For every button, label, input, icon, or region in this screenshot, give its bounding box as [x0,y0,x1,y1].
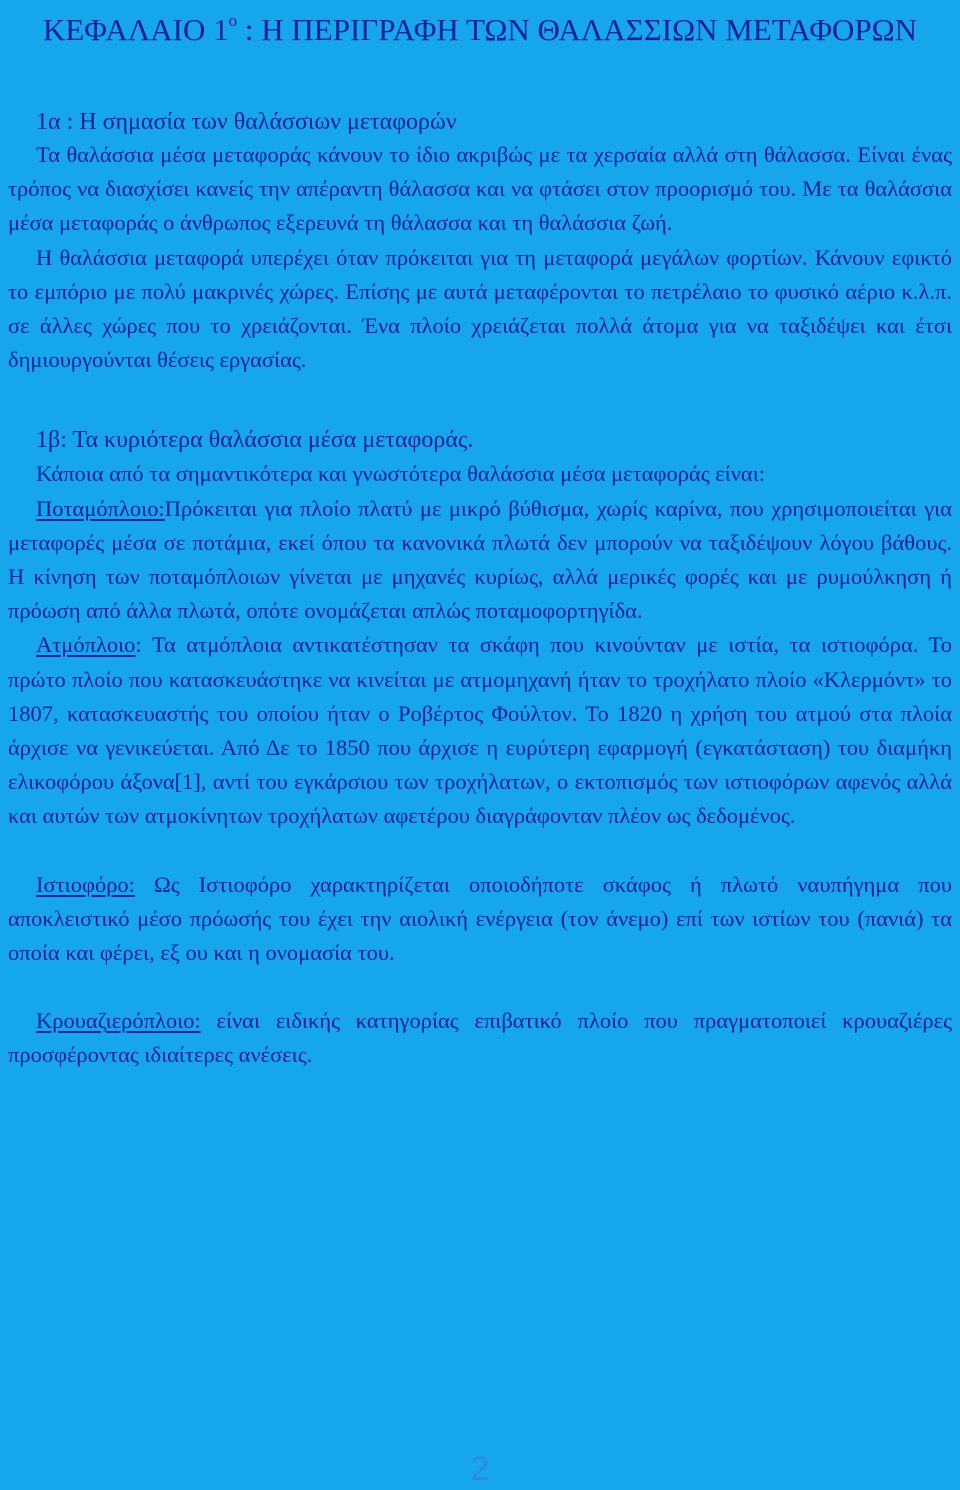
section-a-paragraph-1: Τα θαλάσσια μέσα μεταφοράς κάνουν το ίδιο ακριβώς με τα χερσαία αλλά στη θάλασσα. Είναι ένας τρόπος να διασχίσει κανείς την απέραντη θάλασσα και να φτάσει στον προορισμό του. Με τα θαλάσσια μέσα μεταφοράς ο άνθρωπος εξερευνά τη θάλασσα και τη θαλάσσια ζωή. [8,142,952,236]
section-b-heading: 1β: Τα κυριότερα θαλάσσια μέσα μεταφοράς. [36,427,474,454]
entry-sailboat-term: Ιστιοφόρο: [36,871,135,897]
entry-cruise-ship-text: είναι ειδικής κατηγορίας επιβατικό πλοίο που πραγματοποιεί κρουαζιέρες προσφέροντας ιδιαίτερες ανέσεις. [8,1008,952,1068]
entry-riverboat-term: Ποταμόπλοιο: [36,495,165,521]
chapter-title-suffix: : Η ΠΕΡΙΓΡΑΦΗ ΤΩΝ ΘΑΛΑΣΣΙΩΝ ΜΕΤΑΦΟΡΩΝ [237,12,918,47]
entry-sailboat-text: Ως Ιστιοφόρο χαρακτηρίζεται οποιοδήποτε σκάφος ή πλωτό ναυπήγημα που αποκλειστικό μέσο πρόωσής του έχει την αιολική ενέργεια (τον άνεμο) επί των ιστίων του (πανιά) τα οποία και φέρει, εξ ου και η ονομασία του. [8,871,952,966]
entry-steamship-term: Ατμόπλοιο [36,632,136,658]
section-a-paragraph-2: Η θαλάσσια μεταφορά υπερέχει όταν πρόκειται για τη μεταφορά μεγάλων φορτίων. Κάνουν εφικτό το εμπόριο με πολύ μακρινές χώρες. Επίσης με αυτά μεταφέρονται το πετρέλαιο το φυσικό αέριο κ.λ.π. σε άλλες χώρες που το χρειάζονται. Ένα πλοίο χρειάζεται πολλά άτομα για να ταξιδέψει και έτσι δημιουργούνται θέσεις εργασίας. [8,244,952,373]
chapter-title-prefix: ΚΕΦΑΛΑΙΟ 1 [42,12,229,47]
entry-sailboat [8,868,952,971]
entry-cruise-ship-term: Κρουαζιερόπλοιο: [36,1008,201,1034]
chapter-title-superscript: ο [228,11,238,30]
entry-cruise-ship [8,1004,952,1072]
entry-steamship [8,628,952,833]
entry-steamship-text: : Τα ατμόπλοια αντικατέστησαν τα σκάφη που κινούνταν με ιστία, τα ιστιοφόρα. Το πρώτο πλοίο που κατασκευάστηκε να κινείται με ατμομηχανή ήταν το τροχήλατο πλοίο «Κλερμόντ» το 1807, κατασκευαστής του οποίου ήταν ο Ροβέρτος Φούλτον. Το 1820 η χρήση του ατμού στα πλοία άρχισε να γενικεύεται. Από Δε το 1850 που άρχισε η ευρύτερη εφαρμογή (εγκατάσταση) του διαμήκη ελικοφόρου άξονα[1], αντί του εγκάρσιου των τροχήλατων, ο εκτοπισμός των ιστιοφόρων αφενός αλλά και αυτών των ατμοκίνητων τροχήλατων αφετέρου διαγράφονταν πλέον ως δεδομένος. [8,632,952,829]
entry-riverboat [8,492,952,629]
section-b-intro: Κάποια από τα σημαντικότερα και γνωστότερα θαλάσσια μέσα μεταφοράς είναι: [36,461,766,487]
section-a-heading: 1α : Η σημασία των θαλάσσιων μεταφορών [36,109,457,135]
chapter-title [8,0,952,51]
page-number: 2 [470,1450,490,1488]
entry-riverboat-text: Πρόκειται για πλοίο πλατύ με μικρό βύθισμα, χωρίς καρίνα, που χρησιμοποιείται για μεταφορές μέσα σε ποτάμια, εκεί όπου τα κανονικά πλωτά δεν μπορούν να ταξιδέψουν λόγου βάθους. Η κίνηση των ποταμόπλοιων γίνεται με μηχανές κυρίως, αλλά μερικές φορές και με ρυμούλκηση ή πρόωση από άλλα πλωτά, οπότε ονομάζεται απλώς ποταμοφορτηγίδα. [8,495,952,624]
